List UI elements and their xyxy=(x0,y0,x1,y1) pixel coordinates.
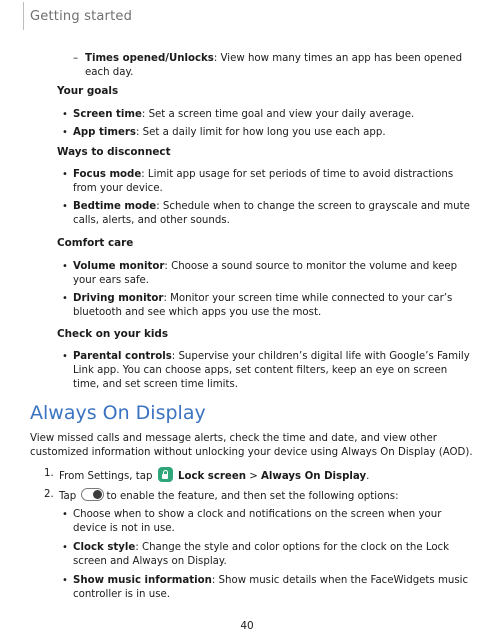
intro-item-line-1 xyxy=(85,52,462,66)
bullet: • xyxy=(62,127,68,138)
option-clock-style xyxy=(73,541,449,555)
lock-screen-icon xyxy=(158,467,173,482)
step-separator: > xyxy=(246,471,262,482)
section-heading-ways-to-disconnect: Ways to disconnect xyxy=(57,146,171,158)
step-number: 1. xyxy=(44,468,54,479)
list-item-continuation: your ears safe. xyxy=(73,275,150,286)
bullet: • xyxy=(62,109,68,120)
option-continuation: controller is in use. xyxy=(73,589,171,600)
step-2 xyxy=(59,488,399,504)
list-item-parental-controls xyxy=(73,350,470,364)
dash-marker: – xyxy=(73,53,79,64)
item-text: : Limit app usage for set periods of time to avoid distractions xyxy=(141,169,454,180)
item-term: Clock style xyxy=(73,542,136,553)
list-item-continuation: Link app. You can choose apps, set content filters, keep an eye on screen xyxy=(73,365,448,376)
page-number: 40 xyxy=(240,620,254,632)
item-text: : Show music details when the FaceWidgets music xyxy=(211,575,469,586)
bullet: • xyxy=(62,201,68,212)
item-term: Parental controls xyxy=(73,351,172,362)
section-heading-your-goals: Your goals xyxy=(57,85,119,97)
list-item-focus-mode xyxy=(73,168,453,182)
bullet: • xyxy=(62,261,68,272)
step-term: Lock screen xyxy=(177,471,247,482)
bullet: • xyxy=(62,351,68,362)
list-item-continuation: time, and set screen time limits. xyxy=(73,379,239,390)
intro-item-term: Times opened/Unlocks xyxy=(85,53,214,64)
item-text: : Set a screen time goal and view your daily average. xyxy=(141,109,415,120)
intro-item-line-2: each day. xyxy=(85,67,134,78)
item-term: Driving monitor xyxy=(73,293,164,304)
aod-description-line-2: customized information without unlocking your device using Always On Display (AOD). xyxy=(30,447,473,458)
header-rule xyxy=(23,2,24,30)
section-heading-comfort-care: Comfort care xyxy=(57,237,134,249)
option-continuation: screen and Always on Display. xyxy=(73,556,227,567)
item-term: App timers xyxy=(73,127,136,138)
item-term: Screen time xyxy=(73,109,142,120)
step-text: Tap xyxy=(59,491,77,502)
bullet: • xyxy=(62,169,68,180)
item-text: : Change the style and color options for the clock on the Lock xyxy=(135,542,450,553)
step-1 xyxy=(59,467,369,484)
item-text: : Supervise your children’s digital life with Google’s Family xyxy=(171,351,470,362)
list-item-continuation: calls, alerts, and other sounds. xyxy=(73,215,230,226)
header-title: Getting started xyxy=(30,9,133,24)
step-text: . xyxy=(366,471,370,482)
aod-description-line-1: View missed calls and message alerts, check the time and date, and view other xyxy=(30,433,437,444)
bullet: • xyxy=(62,542,68,553)
list-item-bedtime-mode xyxy=(73,200,470,214)
bullet: • xyxy=(62,293,68,304)
section-heading-check-on-your-kids: Check on your kids xyxy=(57,328,169,340)
section-title-always-on-display: Always On Display xyxy=(30,402,206,424)
option-choose-when: Choose when to show a clock and notifications on the screen when your xyxy=(73,509,442,520)
item-text: : Set a daily limit for how long you use each app. xyxy=(136,127,386,138)
item-text: : Choose a sound source to monitor the volume and keep xyxy=(164,261,458,272)
list-item-screen-time xyxy=(73,108,414,122)
item-term: Show music information xyxy=(73,575,212,586)
list-item-app-timers xyxy=(73,126,386,140)
toggle-icon xyxy=(81,488,104,501)
step-text: From Settings, tap xyxy=(59,471,153,482)
step-text: to enable the feature, and then set the following options: xyxy=(106,491,399,502)
list-item-volume-monitor xyxy=(73,260,457,274)
item-text: : Monitor your screen time while connected to your car’s xyxy=(163,293,453,304)
bullet: • xyxy=(62,509,68,520)
list-item-continuation: bluetooth and see which apps you use the most. xyxy=(73,307,322,318)
list-item-continuation: from your device. xyxy=(73,183,163,194)
step-number: 2. xyxy=(44,489,54,500)
step-term: Always On Display xyxy=(261,471,367,482)
item-term: Bedtime mode xyxy=(73,201,157,212)
list-item-driving-monitor xyxy=(73,292,452,306)
bullet: • xyxy=(62,575,68,586)
item-term: Volume monitor xyxy=(73,261,165,272)
item-term: Focus mode xyxy=(73,169,142,180)
intro-item-text: : View how many times an app has been opened xyxy=(213,53,463,64)
option-continuation: device is not in use. xyxy=(73,523,175,534)
item-text: : Schedule when to change the screen to grayscale and mute xyxy=(156,201,470,212)
option-show-music-information xyxy=(73,574,468,588)
